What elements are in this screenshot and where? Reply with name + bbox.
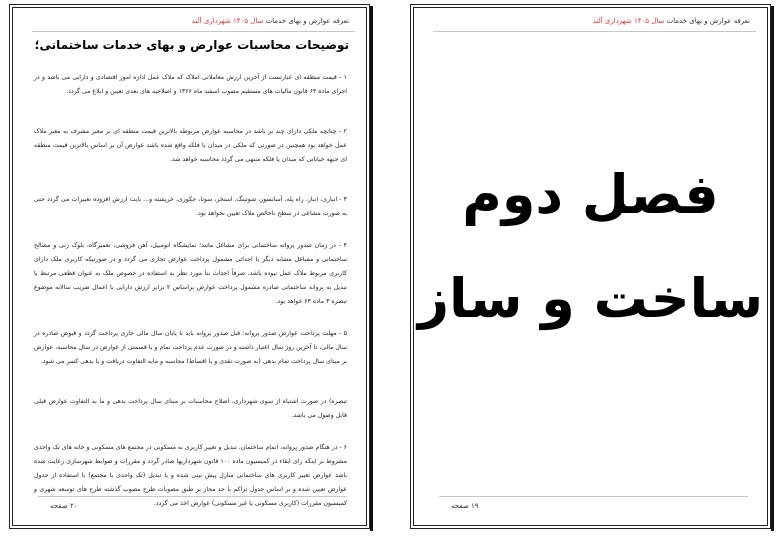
- header-text: تعرفه عوارض و بهای خدمات: [664, 17, 750, 25]
- page-title: توضیحات محاسبات عوارض و بهای خدمات ساختمانی؛: [34, 38, 349, 52]
- header-rule: [32, 31, 355, 32]
- paragraph: ۶ - در هنگام صدور پروانه، اتمام ساختمان، تبدیل و تغییر کاربری به مسکونی در مجتمع های مسکونی و خانه های تک واحدی مشروط بر اینکه رای ابقاء در کمیسیون ماده ۱۰۰ قانون شهرداریها صادر گردد و مقررات و ضوابط شهرسازی رعایت شده باشد عوارض تغییر کاربری های ساختمانی منازل پیش بینی شده و یا تبدیل (تک واحدی یا مجتمع) با استفاده از جدول عوارض تعیین شده و بر اساس جدول تراکم با حد مجاز بر طبق مصوبات طرح مصوب گذشته طرح های توسعه شهری و کمیسیون مقررات (کاربری مسکونی یا غیر مسکونی) عوارض اخذ می گردد.: [34, 444, 348, 507]
- paragraph: ۴ - در زمان صدور پروانه ساختمانی برای مشاغل مانند؛ نمایشگاه اتومبیل، آهن فروشی، تعمیرگاه، بلوک زنی و مصالح ساختمانی و مشاغل مشابه دیگر با احداثی مشمول پرداخت عوارض تجاری می گردد و در صورتیکه کاربری ملک دارای کاربری مربوط ملاک عمل نبوده باشد، صرفاً احداث بنا مورد نظر به استفاده در خصوص ملک به عنوان قطعی مرتبط با تبدیل به پروانه ساختمانی صادره مشمول پرداخت عوارض براساس ۲ برابر ارزش دارایی با اعمال ضریب سالانه موضوع تبصره ۳ ماده ۶۴ خواهد بود.: [34, 242, 347, 305]
- chapter-subheading: ساخت و ساز: [417, 267, 764, 330]
- running-header: [192, 17, 349, 25]
- paragraph: ۵ - مهلت پرداخت عوارض صدور پروانه: قبل صدور پروانه باید تا پایان سال مالی جاری پرداخت گردد و قبوض صادره در سال مالی، تا آخرین روز سال اعتبار داشته و در صورت عدم پرداخت تمام و یا قسمتی از عوارض در سال محاسبه، عوارض بر مبنای سال پرداخت تمام بدهی (به صورت نقدی و یا اقساط) محاسبه و مابه التفاوت دریافت و یا بدهی کسر می شود.: [34, 330, 347, 365]
- running-header: [593, 17, 750, 25]
- footer-rule: [439, 496, 748, 497]
- footer-rule: [38, 496, 347, 497]
- paragraph: ۳ - انباری، انبار، راه پله، آسانسور، شوتینگ، استخر، سونا، جکوزی، خرپشته و... بابت ارزش افزوده تغییرات می گردد حتی به صورت مشاعی در سطح ناخالص ملاک تعیین نخواهد بود.: [34, 196, 347, 217]
- document-page-right: [410, 4, 771, 529]
- paragraph: تبصره) در صورت اشتباه از سوی شهرداری، اصلاح محاسبات بر مبنای سال پرداخت بدهی و ما به التفاوت عوارض قبلی قابل وصول می باشد.: [34, 398, 347, 419]
- header-text: تعرفه عوارض و بهای خدمات: [263, 17, 349, 25]
- header-highlight: سال ۱۴۰۵ شهرداری آلند: [191, 17, 264, 25]
- header-rule: [433, 31, 756, 32]
- document-page-left: [9, 4, 370, 529]
- page-number: ۱۹ صفحه: [451, 502, 479, 510]
- paragraph: ۲ - چنانچه ملکی دارای چند بر باشد در محاسبه عوارض مربوطه بالاترین قیمت منطقه ای بر معبر مشرف به معبر ملاک عمل خواهد بود همچنین در صورتی که ملکی در میدان یا فلکه واقع شده باشد عوارض آن بر اساس بالاترین قیمت منطقه ای جبهه خیابانی که میدان یا فلکه منتهی می گردد محاسبه خواهد شد.: [34, 128, 347, 163]
- header-highlight: سال ۱۴۰۵ شهرداری آلند: [592, 17, 665, 25]
- chapter-heading: فصل دوم: [462, 163, 719, 226]
- paragraph: ۱ - قیمت منطقه ای عبارتست از آخرین ارزش معاملاتی املاک که ملاک عمل اداره امور اقتصادی و دارایی می باشد و در اجرای ماده ۶۴ قانون مالیات های مستقیم مصوب اسفند ماه ۱۳۶۶ و اصلاحیه های بعدی تعیین و ابلاغ می گردد.: [34, 74, 347, 95]
- page-number: ۲۰ صفحه: [50, 502, 78, 510]
- body-text: [34, 71, 347, 537]
